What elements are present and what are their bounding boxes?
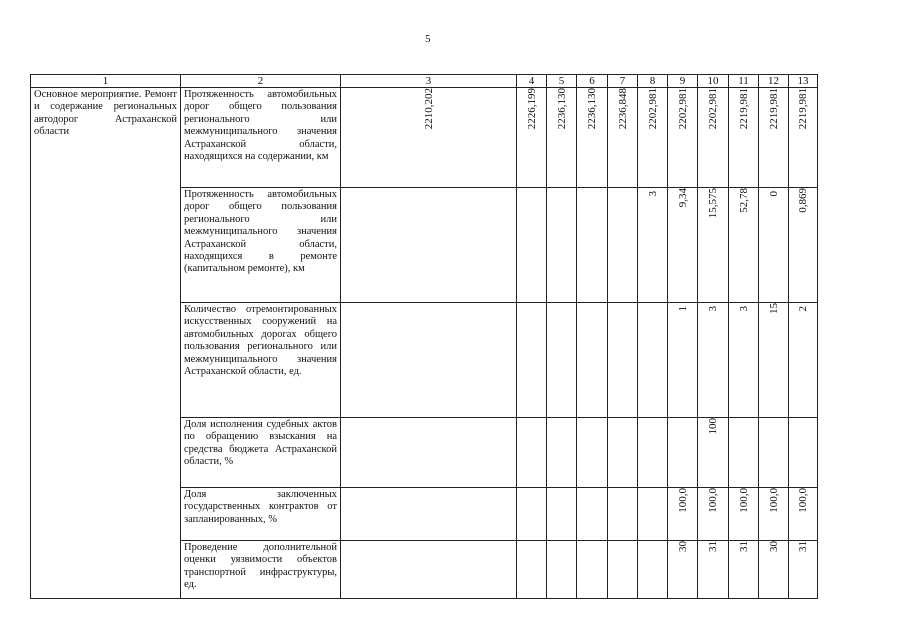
value-cell [547, 488, 577, 541]
header-cell: 5 [547, 75, 577, 88]
value-text: 0 [767, 190, 780, 196]
value-cell [759, 488, 789, 541]
value-text: 2236,130 [586, 88, 598, 130]
value-cell [547, 541, 577, 599]
value-cell [729, 303, 759, 418]
value-cell [608, 188, 638, 303]
header-cell: 13 [789, 75, 818, 88]
header-cell: 10 [698, 75, 729, 88]
indicator-text: Доля заключенных государственных контрактов от запланированных, % [184, 489, 337, 525]
value-cell [638, 541, 668, 599]
value-cell [789, 88, 818, 188]
value-text: 2202,981 [676, 88, 689, 130]
value-cell [668, 303, 698, 418]
value-cell [729, 488, 759, 541]
value-cell [577, 303, 608, 418]
indicator-cell [181, 188, 341, 303]
value-text: 2226,199 [525, 88, 538, 130]
header-cell: 7 [608, 75, 638, 88]
value-cell [759, 303, 789, 418]
main-measure-text: Основное мероприятие. Ремонт и содержание региональных автодорог Астраханской области [34, 89, 177, 138]
value-cell [608, 488, 638, 541]
value-text: 30 [676, 541, 689, 552]
value-cell [608, 418, 638, 488]
value-text: 1 [676, 305, 689, 311]
indicator-cell [181, 541, 341, 599]
value-cell [789, 418, 818, 488]
header-cell: 1 [31, 75, 181, 88]
value-text: 31 [737, 541, 750, 552]
value-text: 3 [707, 305, 719, 311]
value-cell [517, 541, 547, 599]
value-cell [698, 418, 729, 488]
value-cell [577, 418, 608, 488]
header-row [31, 75, 818, 88]
value-text: 100,0 [797, 488, 809, 513]
value-cell [341, 303, 517, 418]
value-cell [341, 188, 517, 303]
value-cell [638, 303, 668, 418]
value-cell [547, 303, 577, 418]
value-cell [789, 303, 818, 418]
value-text: 0,869 [797, 188, 809, 213]
value-cell [668, 418, 698, 488]
value-cell [517, 188, 547, 303]
value-cell [341, 88, 517, 188]
value-cell [341, 488, 517, 541]
header-cell: 11 [729, 75, 759, 88]
indicator-text: Количество отремонтированных искусственных сооружений на автомобильных дорогах общего пользования регионального или межмуниципального значения Астраханской области, ед. [184, 304, 337, 378]
value-text: 9,34 [676, 188, 689, 208]
value-cell [608, 303, 638, 418]
value-text: 15 [767, 303, 780, 314]
value-text: 2219,981 [797, 88, 809, 130]
value-cell [698, 488, 729, 541]
header-cell: 12 [759, 75, 789, 88]
indicator-cell [181, 418, 341, 488]
value-text: 100,0 [767, 488, 780, 513]
value-cell [517, 418, 547, 488]
value-text: 100,0 [737, 488, 750, 513]
value-text: 2219,981 [737, 88, 750, 130]
header-cell: 4 [517, 75, 547, 88]
value-text: 52,78 [737, 188, 750, 213]
header-cell: 2 [181, 75, 341, 88]
value-cell [729, 188, 759, 303]
value-cell [547, 88, 577, 188]
indicator-cell [181, 303, 341, 418]
value-cell [789, 488, 818, 541]
header-cell: 3 [341, 75, 517, 88]
indicator-text: Протяженность автомобильных дорог общего пользования регионального или межмуниципального значения Астраханской области, находящихся в ремонте (капитальном ремонте), км [184, 189, 337, 275]
value-cell [577, 488, 608, 541]
value-cell [789, 188, 818, 303]
indicator-text: Доля исполнения судебных актов по обращению взыскания на средства бюджета Астраханской области, % [184, 419, 337, 468]
value-text: 2202,981 [707, 88, 719, 130]
value-text: 100,0 [707, 488, 719, 513]
value-text: 100 [707, 418, 719, 435]
value-cell [698, 541, 729, 599]
value-text: 15,575 [707, 188, 719, 219]
value-text: 2202,981 [646, 88, 659, 130]
header-cell: 9 [668, 75, 698, 88]
value-text: 31 [707, 541, 719, 552]
value-cell [577, 188, 608, 303]
value-cell [698, 88, 729, 188]
value-cell [759, 418, 789, 488]
value-cell [638, 418, 668, 488]
value-text: 31 [797, 541, 809, 552]
value-cell [577, 541, 608, 599]
value-cell [547, 418, 577, 488]
value-text: 2 [797, 305, 809, 311]
value-text: 2210,202 [422, 88, 435, 130]
value-cell [759, 88, 789, 188]
value-cell [698, 303, 729, 418]
value-cell [759, 188, 789, 303]
indicator-text: Проведение дополнительной оценки уязвимости объектов транспортной инфраструктуры, ед. [184, 542, 337, 591]
value-cell [668, 541, 698, 599]
header-cell: 8 [638, 75, 668, 88]
value-cell [729, 541, 759, 599]
value-cell [789, 541, 818, 599]
value-cell [517, 488, 547, 541]
value-text: 3 [737, 305, 750, 311]
value-text: 3 [646, 190, 659, 196]
value-cell [608, 541, 638, 599]
value-cell [698, 188, 729, 303]
main-measure-cell [31, 88, 181, 599]
value-text: 2219,981 [767, 88, 780, 130]
value-text: 30 [767, 541, 780, 552]
table-row [31, 88, 818, 188]
value-cell [729, 418, 759, 488]
value-cell [608, 88, 638, 188]
value-cell [668, 488, 698, 541]
value-text: 2236,848 [616, 88, 629, 130]
value-cell [577, 88, 608, 188]
value-cell [729, 88, 759, 188]
value-cell [341, 541, 517, 599]
value-cell [638, 88, 668, 188]
indicator-cell [181, 488, 341, 541]
value-cell [638, 488, 668, 541]
value-text: 2236,130 [555, 88, 568, 130]
value-cell [547, 188, 577, 303]
value-cell [759, 541, 789, 599]
indicator-text: Протяженность автомобильных дорог общего пользования регионального или межмуниципального значения Астраханской области, находящихся на содержании, км [184, 89, 337, 163]
value-cell [517, 88, 547, 188]
value-cell [668, 188, 698, 303]
header-cell: 6 [577, 75, 608, 88]
value-cell [668, 88, 698, 188]
page-number: 5 [425, 33, 431, 45]
value-text: 100,0 [676, 488, 689, 513]
value-cell [517, 303, 547, 418]
value-cell [638, 188, 668, 303]
value-cell [341, 418, 517, 488]
indicator-cell [181, 88, 341, 188]
indicators-table [30, 74, 818, 599]
